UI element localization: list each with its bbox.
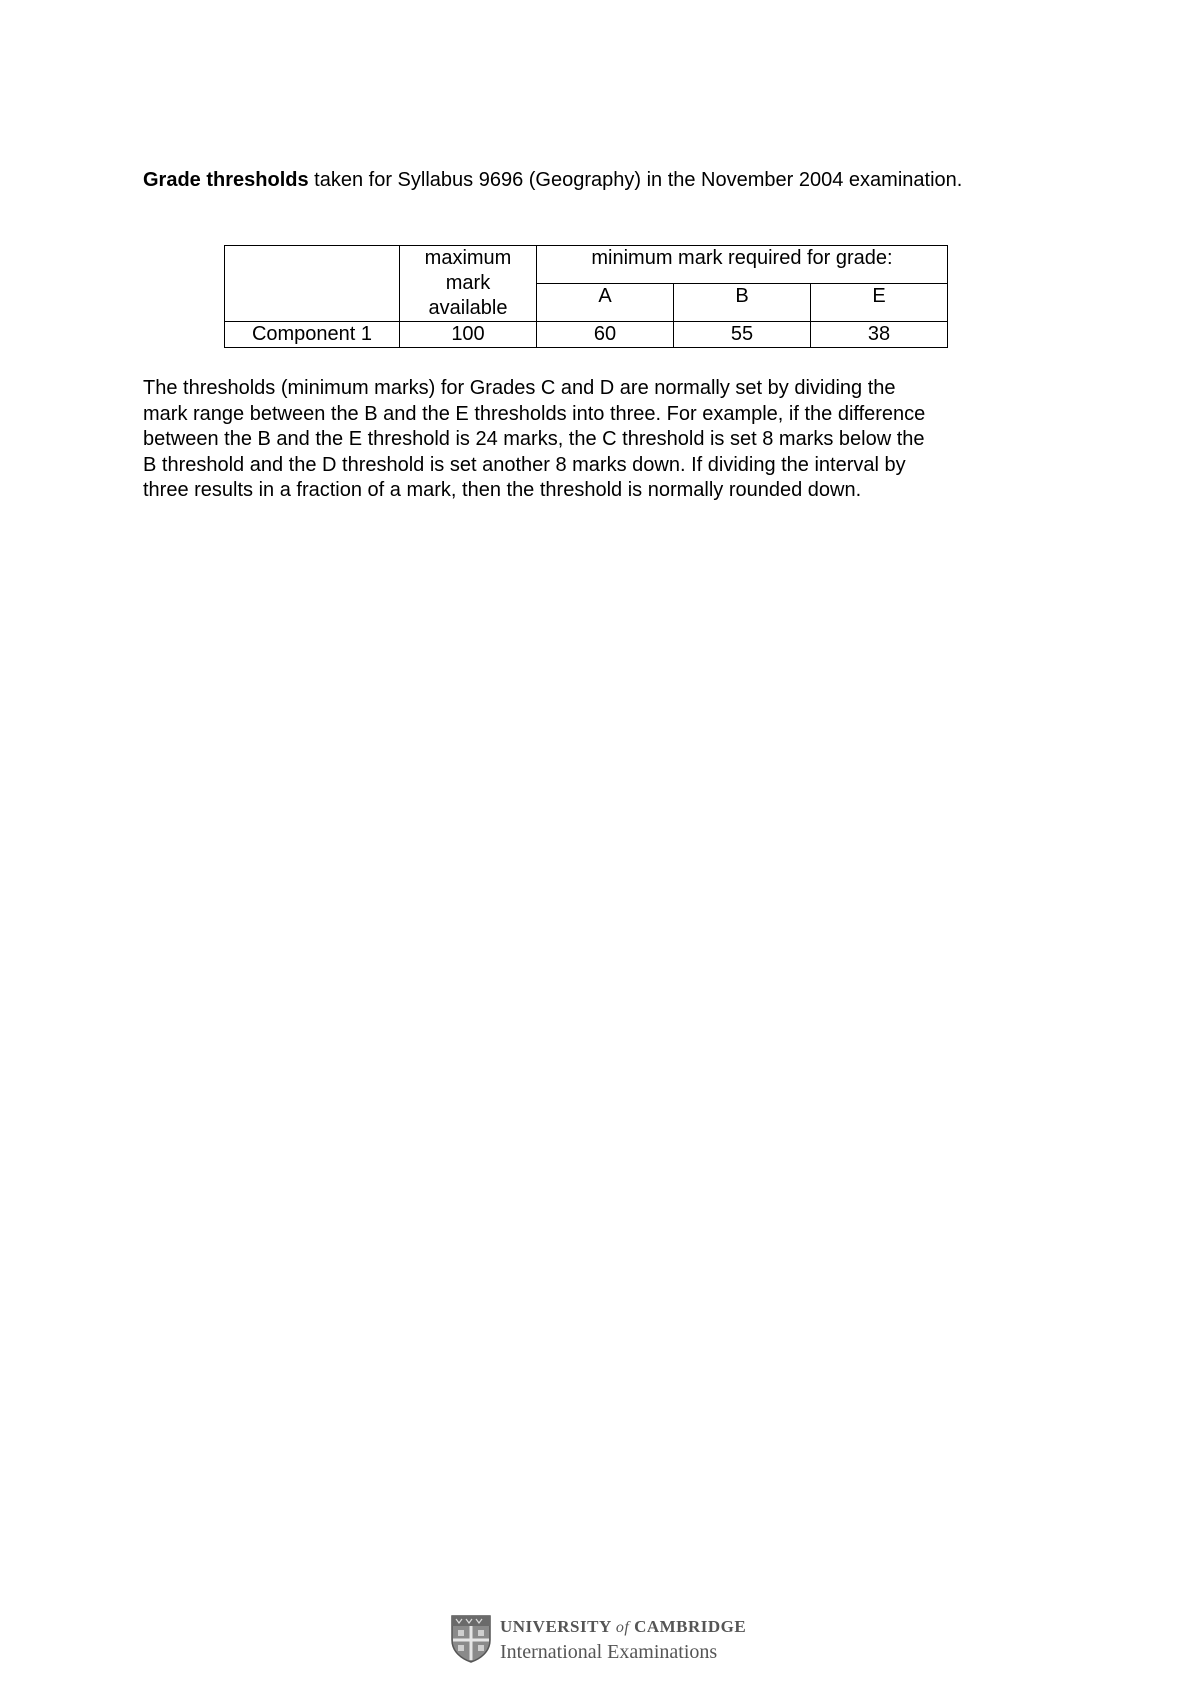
crest-icon	[450, 1614, 492, 1664]
note-line: mark range between the B and the E thresholds into three. For example, if the difference	[143, 402, 926, 425]
note-line: B threshold and the D threshold is set another 8 marks down. If dividing the interval by	[143, 453, 906, 476]
row-max: 100	[400, 322, 537, 348]
grade-a-header: A	[537, 284, 674, 322]
note-line: The thresholds (minimum marks) for Grades C and D are normally set by dividing the	[143, 377, 896, 399]
header-min-mark: minimum mark required for grade:	[537, 246, 948, 284]
row-label: Component 1	[225, 322, 400, 348]
row-grade-e: 38	[811, 322, 948, 348]
logo-university: UNIVERSITY of CAMBRIDGE	[500, 1616, 747, 1636]
note-line: between the B and the E threshold is 24 marks, the C threshold is set 8 marks below the	[143, 428, 925, 451]
header-max-mark: maximum mark available	[400, 246, 537, 322]
grade-b-header: B	[674, 284, 811, 322]
intro-title: Grade thresholds	[143, 169, 309, 191]
table-header-row	[225, 246, 948, 284]
note-line: three results in a fraction of a mark, then the threshold is normally rounded down.	[143, 479, 862, 502]
cambridge-logo	[450, 1613, 746, 1665]
table-row	[225, 322, 948, 348]
logo-text	[500, 1615, 746, 1664]
logo-international: International Examinations	[500, 1640, 718, 1663]
row-grade-b: 55	[674, 322, 811, 348]
intro-text: taken for Syllabus 9696 (Geography) in the November 2004 examination.	[308, 169, 963, 191]
header-empty-cell	[225, 246, 400, 322]
grade-e-header: E	[811, 284, 948, 322]
intro-paragraph	[143, 167, 1043, 193]
row-grade-a: 60	[537, 322, 674, 348]
grade-thresholds-table	[224, 245, 948, 348]
threshold-note	[143, 376, 1043, 504]
